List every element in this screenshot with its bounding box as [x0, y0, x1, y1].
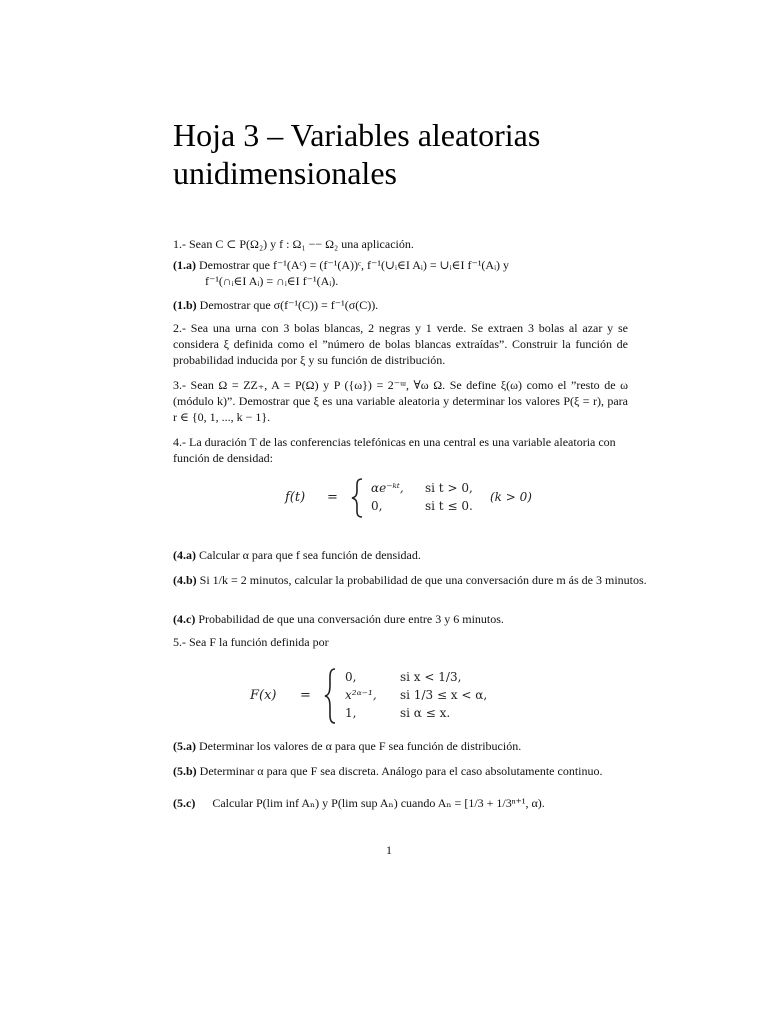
case-2-condition: si t ≤ 0.: [425, 499, 473, 513]
problem-5c-text: Calcular P(lim inf Aₙ) y P(lim sup Aₙ) cuando Aₙ = [1/3 + 1/3ⁿ⁺¹, α).: [212, 796, 545, 810]
problem-1b-text: Demostrar que σ(f⁻¹(C)) = f⁻¹(σ(C)).: [199, 298, 379, 312]
case-2-value: 0,: [371, 499, 383, 513]
problem-5a-text: Determinar los valores de α para que F sea función de distribución.: [199, 739, 522, 753]
left-brace-icon: [323, 668, 337, 724]
density-formula: [285, 478, 565, 518]
problem-3: 3.- Sean Ω = ZZ₊, A = P(Ω) y P ({ω}) = 2⁻ᵚ, ∀ω Ω. Se define ξ(ω) como el ”resto de ω (módulo k)”. Demostrar que ξ es una variable aleatoria y determinar los valores P(ξ = r), para r ∈ {0, 1, ..., k − 1}.: [173, 378, 628, 424]
problem-5a-label: (5.a): [173, 739, 196, 753]
problem-1b: [173, 297, 660, 313]
problem-4c-label: (4.c): [173, 612, 196, 626]
problem-5c-label: (5.c): [173, 796, 196, 810]
problem-5: 5.- Sea F la función definida por: [173, 635, 329, 649]
case-1-value: αe⁻ᵏᵗ,: [371, 481, 404, 495]
case-1-condition: si t > 0,: [425, 481, 473, 495]
case-2-value: x²ᵅ⁻¹,: [345, 688, 377, 702]
problem-4b-label: (4.b): [173, 573, 197, 587]
problem-4b: [173, 572, 660, 588]
case-1-condition: si x < 1/3,: [400, 670, 462, 684]
formula-lhs: F(x): [250, 688, 277, 703]
problem-1a: [173, 257, 660, 273]
page-number: 1: [386, 843, 392, 857]
problem-5b-text: Determinar α para que F sea discreta. Análogo para el caso absolutamente continuo.: [199, 764, 603, 778]
page-title: Hoja 3 – Variables aleatorias unidimensionales: [173, 117, 541, 191]
problem-1: 1.- Sean C ⊂ P(Ω₂) y f : Ω₁ −− Ω₂ una aplicación.: [173, 237, 414, 251]
formula-condition: (k > 0): [490, 490, 532, 504]
problem-1a-continued: f⁻¹(∩ᵢ∈I Aᵢ) = ∩ᵢ∈I f⁻¹(Aᵢ).: [205, 274, 339, 288]
problem-5c: [173, 795, 628, 811]
distribution-formula: [250, 668, 510, 724]
problem-4b-text: Si 1/k = 2 minutos, calcular la probabilidad de que una conversación dure m ás de 3 minutos.: [199, 573, 647, 587]
problem-5b-label: (5.b): [173, 764, 197, 778]
problem-4a-label: (4.a): [173, 548, 196, 562]
problem-5b: [173, 763, 660, 779]
problem-4c-text: Probabilidad de que una conversación dure entre 3 y 6 minutos.: [198, 612, 504, 626]
problem-2: 2.- Sea una urna con 3 bolas blancas, 2 negras y 1 verde. Se extraen 3 bolas al azar y se considera ξ definida como el ”número de bolas blancas extraídas”. Construir la función de probabilidad inducida por ξ y su función de distribución.: [173, 321, 628, 367]
problem-4: 4.- La duración T de las conferencias telefónicas en una central es una variable aleatoria con función de densidad:: [173, 435, 616, 465]
case-2-condition: si 1/3 ≤ x < α,: [400, 688, 488, 702]
formula-lhs: f(t): [285, 490, 306, 505]
problem-4a: [173, 547, 660, 563]
formula-equals: =: [327, 490, 338, 505]
problem-1b-label: (1.b): [173, 298, 197, 312]
problem-1a-label: (1.a): [173, 258, 196, 272]
problem-1a-text: Demostrar que f⁻¹(Aᶜ) = (f⁻¹(A))ᶜ, f⁻¹(∪ᵢ∈I Aᵢ) = ∪ᵢ∈I f⁻¹(Aᵢ) y: [199, 258, 510, 272]
problem-4a-text: Calcular α para que f sea función de densidad.: [199, 548, 421, 562]
left-brace-icon: [350, 478, 364, 518]
case-1-value: 0,: [345, 670, 357, 684]
problem-5a: [173, 738, 660, 754]
problem-4c: [173, 611, 660, 627]
case-3-value: 1,: [345, 706, 357, 720]
case-3-condition: si α ≤ x.: [400, 706, 451, 720]
formula-equals: =: [300, 688, 311, 703]
